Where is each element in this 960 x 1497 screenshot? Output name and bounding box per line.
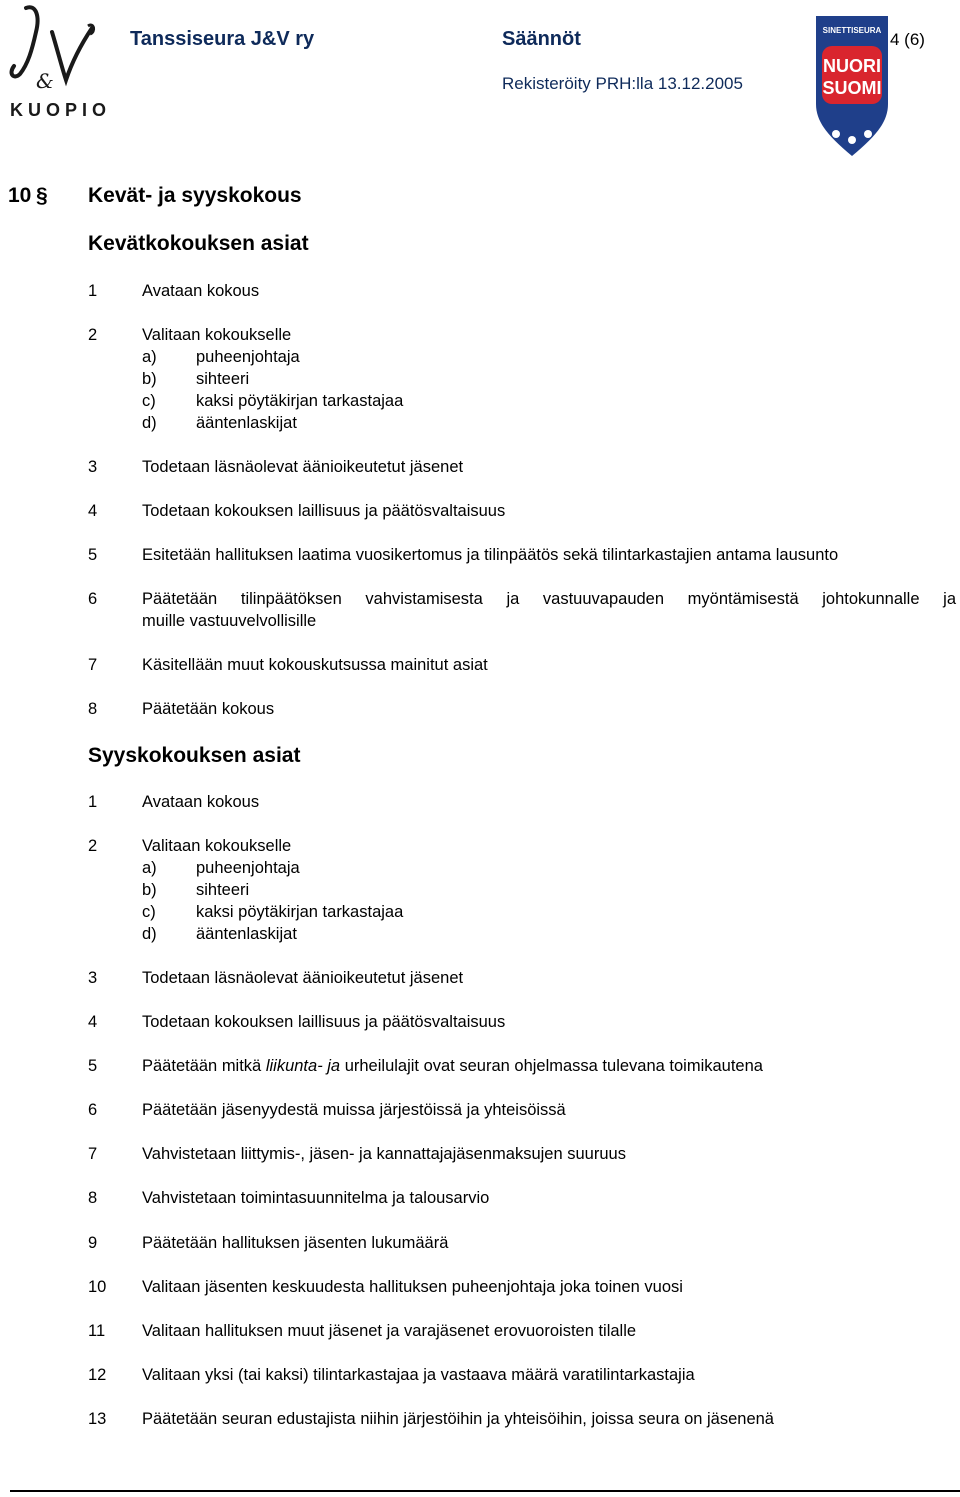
nuori-suomi-badge [806,12,898,160]
list-item: 2 Valitaan kokoukselle [88,326,292,344]
list-item: 11 Valitaan hallituksen muut jäsenet ja varajäsenet erovuoroisten tilalle [88,1322,637,1340]
svg-text:&: & [36,69,54,93]
badge-line1: NUORI [823,56,881,76]
sub-item: c) [142,392,156,410]
list-item: 1 Avataan kokous [88,793,260,811]
sub-item: b) [142,370,157,388]
list-item: 12 Valitaan yksi (tai kaksi) tilintarkastajaa ja vastaava määrä varatilintarkastajia [88,1366,695,1384]
list-item: 2 Valitaan kokoukselle [88,837,292,855]
list-item: 10 Valitaan jäsenten keskuudesta hallituksen puheenjohtaja joka toinen vuosi [88,1278,683,1296]
sub-item: a) [142,859,157,877]
doc-title: Säännöt [502,28,581,50]
registration-date: Rekisteröity PRH:lla 13.12.2005 [502,74,743,93]
sub-item-text: ääntenlaskijat [196,414,297,432]
sub-item-text: puheenjohtaja [196,348,300,366]
list-item: 8 Päätetään kokous [88,700,275,718]
org-name: Tanssiseura J&V ry [130,28,315,50]
list-item: 4 Todetaan kokouksen laillisuus ja päätösvaltaisuus [88,502,506,520]
logo-city-text: KUOPIO [10,100,112,120]
sub-item: b) [142,881,157,899]
autumn-title: Syyskokouksen asiat [88,744,301,767]
list-item: 1 Avataan kokous [88,282,260,300]
sub-item-text: kaksi pöytäkirjan tarkastajaa [196,903,404,921]
list-item: 5 Päätetään mitkä liikunta- ja urheilulajit ovat seuran ohjelmassa tulevana toimikautena [88,1057,763,1075]
list-item: 3 Todetaan läsnäolevat äänioikeutetut jäsenet [88,969,464,987]
list-item: 4 Todetaan kokouksen laillisuus ja päätösvaltaisuus [88,1013,506,1031]
list-item: 8 Vahvistetaan toimintasuunnitelma ja talousarvio [88,1189,490,1207]
sub-item-text: sihteeri [196,370,250,388]
section-number: 10 [8,184,32,207]
sub-item-text: puheenjohtaja [196,859,300,877]
bottom-divider [10,1490,960,1492]
sub-item: a) [142,348,157,366]
list-item: 6 Päätetään jäsenyydestä muissa järjestöissä ja yhteisöissä [88,1101,566,1119]
list-item: 9 Päätetään hallituksen jäsenten lukumäärä [88,1234,449,1252]
badge-line2: SUOMI [822,78,882,98]
sub-item-text: ääntenlaskijat [196,925,297,943]
sub-item: d) [142,414,157,432]
list-item: 5 Esitetään hallituksen laatima vuosikertomus ja tilinpäätös sekä tilintarkastajien antama lausunto [88,546,839,564]
jv-kuopio-logo [6,2,112,124]
sub-item-text: kaksi pöytäkirjan tarkastajaa [196,392,404,410]
sub-item: d) [142,925,157,943]
sub-item-text: sihteeri [196,881,250,899]
page-number: 4 (6) [890,30,925,49]
list-item: 6 Päätetään tilinpäätöksen vahvistamisesta ja vastuuvapauden myöntämisestä johtokunnalle ja muille vastuuvelvollisille [88,590,956,630]
list-item: 7 Käsitellään muut kokouskutsussa mainitut asiat [88,656,488,674]
list-item: 7 Vahvistetaan liittymis-, jäsen- ja kannattajajäsenmaksujen suuruus [88,1145,626,1163]
spring-title: Kevätkokouksen asiat [88,232,309,255]
list-item: 3 Todetaan läsnäolevat äänioikeutetut jäsenet [88,458,464,476]
section-symbol: § [36,184,48,207]
list-item: 13 Päätetään seuran edustajista niihin järjestöihin ja yhteisöihin, joissa seura on jäsenenä [88,1410,774,1428]
badge-top-text: SINETTISEURA [822,26,882,35]
sub-item: c) [142,903,156,921]
section-title: Kevät- ja syyskokous [88,184,302,207]
